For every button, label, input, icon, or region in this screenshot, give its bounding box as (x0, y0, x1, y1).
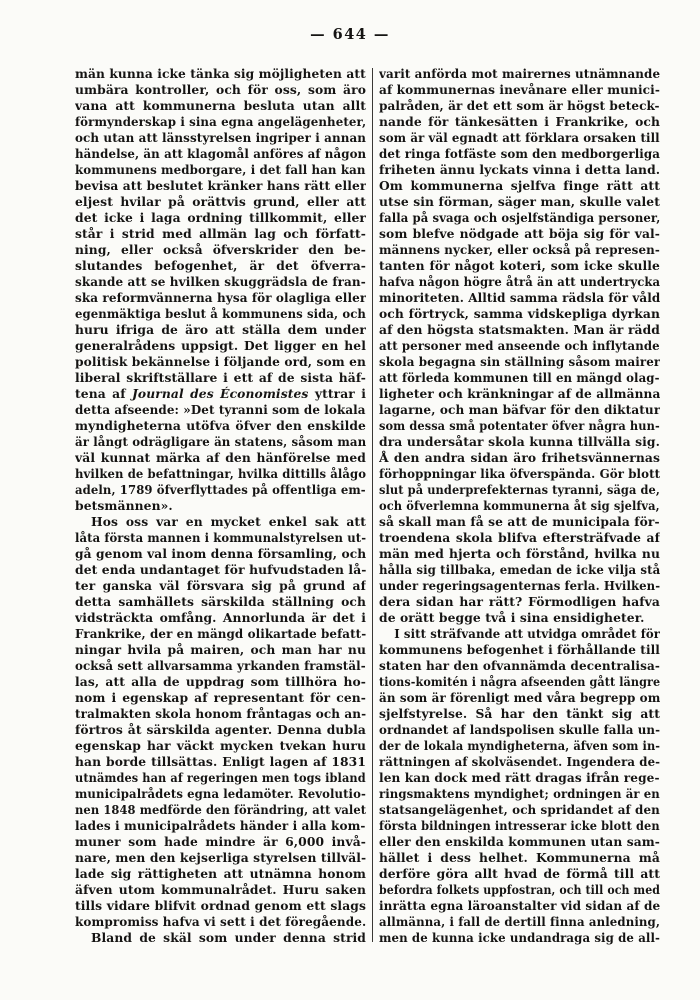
text-segment: förtros åt särskilda agenter. Denna dubla (75, 722, 366, 737)
text-segment: liberal skriftställare i ett af de sista häf- (75, 370, 366, 385)
text-segment: låta första mannen i kommunalstyrelsen ut- (75, 530, 366, 545)
text-segment: det ringa fotfäste som den medborgerliga (379, 146, 660, 161)
text-segment: hafva någon högre åtrå än att undertrycka (379, 274, 660, 289)
text-line (75, 178, 364, 194)
text-line (75, 674, 366, 690)
text-line (75, 610, 366, 626)
text-line (379, 354, 660, 370)
text-segment: yttrar i (308, 386, 366, 401)
column-divider-rule (372, 68, 373, 942)
text-segment: friheten ännu lyckats vinna i detta land. (379, 162, 660, 177)
text-segment: af den högsta statsmakten. Man är rädd (379, 322, 660, 337)
text-line (379, 850, 660, 866)
text-segment: skola begagna sin ställning såsom mairer (379, 354, 660, 369)
text-segment: ordnandet af landspolisen skulle falla un- (379, 722, 660, 737)
text-segment: ning, eller också öfverskrider den be- (75, 242, 366, 257)
paragraph (75, 930, 366, 946)
text-line (75, 162, 366, 178)
text-line (75, 850, 366, 866)
text-segment: politisk bekännelse i följande ord, som en (75, 354, 366, 369)
page-number: — 644 — (310, 26, 390, 43)
text-segment: ningar hvila på mairen, och man har nu (75, 642, 366, 657)
text-segment: men de kunna icke undandraga sig de all- (379, 930, 660, 945)
italic-text: Journal des Économistes (132, 386, 309, 401)
text-line (75, 194, 366, 210)
text-segment: att förleda kommunen till en mängd olag- (379, 370, 660, 385)
text-line (75, 898, 366, 914)
text-line (75, 258, 366, 274)
text-segment: dera sidan har rätt? Förmodligen hafva (379, 594, 660, 609)
text-line (379, 322, 660, 338)
text-segment: I sitt sträfvande att utvidga området för (394, 626, 660, 641)
text-segment: än som är förenligt med våra begrepp om (379, 690, 660, 705)
text-segment: detta afseende: »Det tyranni som de lokala (75, 402, 366, 417)
text-segment: ter ganska väl försvara sig på grund af (75, 578, 366, 593)
text-segment: män kunna icke tänka sig möjligheten att (75, 66, 366, 81)
text-segment: också sett allvarsamma yrkanden framstäl- (75, 658, 366, 673)
text-line (75, 82, 366, 98)
text-line (379, 914, 660, 930)
text-segment: eljest hvilar på orättvis grund, eller att (75, 194, 366, 209)
text-line (75, 322, 366, 338)
text-segment: kompromiss hafva vi sett i det föregående. (75, 914, 366, 929)
paragraph (379, 66, 660, 626)
text-segment: detta samhällets särskilda ställning och (75, 594, 366, 609)
text-line (379, 610, 660, 626)
text-line (75, 882, 366, 898)
text-segment: len kan dock med rätt dragas ifrån rege- (379, 770, 660, 785)
text-segment: och öfverlemna kommunerna åt sig sjelfva, (379, 498, 660, 513)
text-line (379, 114, 660, 130)
text-segment: huru ifriga de äro att ställa dem under (75, 322, 366, 337)
text-line (379, 866, 660, 882)
text-line (75, 450, 366, 466)
text-line (379, 786, 660, 802)
text-segment: förhoppningar lika öfverspända. Gör blott (379, 466, 660, 481)
text-segment: allmänna, i fall de dertill finna anledning, (379, 914, 660, 929)
text-line (379, 274, 660, 290)
text-line (75, 770, 366, 786)
text-segment: det enda undantaget för hufvudstaden lå- (75, 562, 366, 577)
text-line (75, 482, 366, 498)
text-segment: skande att se hvilken skuggrädsla de fran- (75, 274, 366, 289)
text-segment: dra undersåtar skola kunna tillvälla sig. (379, 434, 660, 449)
text-column-right (379, 66, 660, 946)
text-line (75, 466, 366, 482)
text-segment: Å den andra sidan äro frihetsvännernas (379, 450, 660, 465)
text-line (75, 930, 366, 946)
text-segment: under regeringsagenternas ferla. Hvilken- (379, 578, 660, 593)
text-line (379, 226, 660, 242)
text-segment: der de lokala myndigheterna, äfven som in- (379, 738, 660, 753)
text-segment: står i strid med allmän lag och författ- (75, 226, 366, 241)
text-line (75, 290, 366, 306)
text-line (379, 146, 660, 162)
text-segment: falla på svaga och osjelfständiga personer, (379, 210, 660, 225)
text-segment: generalrådens uppsigt. Det ligger en hel (75, 338, 366, 353)
text-line (75, 498, 366, 514)
text-segment: Bland de skäl som under denna strid (91, 930, 366, 945)
text-line (75, 66, 364, 82)
text-segment: slut på underprefekternas tyranni, säga de, (379, 482, 660, 497)
text-segment: det icke i laga ordning tillkommit, eller (75, 210, 366, 225)
text-line (75, 354, 364, 370)
text-line (75, 818, 366, 834)
text-segment: som är väl egnadt att förklara orsaken till (379, 130, 660, 145)
text-line (379, 290, 660, 306)
text-segment: minoriteten. Alltid samma rädsla för våld (379, 290, 660, 305)
text-line (379, 578, 660, 594)
text-segment: väl kunnat märka af den hänförelse med (75, 450, 366, 465)
text-line (379, 642, 660, 658)
text-segment: kommunens medborgare, i det fall han kan (75, 162, 366, 177)
text-segment: vidsträckta omfång. Annorlunda är det i (75, 610, 366, 625)
text-segment: förmynderskap i sina egna angelägenheter, (75, 114, 366, 129)
text-segment: umbära kontroller, och för oss, som äro (75, 82, 366, 97)
text-line (75, 434, 366, 450)
text-line (379, 370, 660, 386)
text-line (379, 546, 660, 562)
text-segment: att personer med anseende och inflytande (379, 338, 660, 353)
text-segment: myndigheterna utöfva öfver den enskilde (75, 418, 366, 433)
text-line (75, 738, 366, 754)
text-segment: muner som hade mindre är 6,000 invå- (75, 834, 366, 849)
text-line (379, 722, 660, 738)
text-line (75, 690, 366, 706)
text-line (379, 562, 660, 578)
text-segment: händelse, än att klagomål anföres af någon (75, 146, 366, 161)
text-segment: ligheter och kränkningar af de allmänna (379, 386, 660, 401)
text-segment: männens nycker, eller också på represen- (379, 242, 660, 257)
text-line (379, 162, 660, 178)
text-line (75, 578, 366, 594)
text-line (75, 562, 366, 578)
paragraph (75, 514, 366, 930)
text-segment: och utan att länsstyrelsen ingriper i annan (75, 130, 366, 145)
text-line (379, 658, 660, 674)
text-segment: staten har den ofvannämda decentralisa- (379, 658, 660, 673)
text-segment: som dessa små potentater öfver några hun- (379, 418, 660, 433)
text-segment: nom i egenskap af representant för cen- (75, 690, 366, 705)
text-line (379, 770, 660, 786)
text-line (75, 226, 366, 242)
text-line (379, 210, 660, 226)
text-segment: af kommunernas inevånare eller munici- (379, 82, 660, 97)
text-line (379, 242, 660, 258)
text-segment: nen 1848 medförde den förändring, att valet (75, 802, 366, 817)
text-line (75, 658, 366, 674)
text-segment: municipalrådets egna ledamöter. Revolutio- (75, 786, 366, 801)
text-segment: och förtryck, samma vidskepliga dyrkan (379, 306, 660, 321)
text-segment: hället i dess helhet. Kommunerna må (379, 850, 660, 865)
text-segment: statsangelägenhet, och spridandet af den (379, 802, 660, 817)
text-line (75, 306, 366, 322)
text-segment: vana att kommunerna besluta utan allt (75, 98, 366, 113)
text-line (75, 338, 366, 354)
text-line (379, 802, 660, 818)
text-line (379, 306, 660, 322)
text-segment: sjelfstyrelse. Så har den tänkt sig att (379, 706, 660, 721)
text-line (75, 914, 366, 930)
text-segment: tralmakten skola honom fråntagas och an- (75, 706, 366, 721)
text-line (379, 594, 660, 610)
text-line (75, 626, 366, 642)
text-segment: bevisa att beslutet kränker hans rätt eller (75, 178, 366, 193)
text-line (75, 210, 366, 226)
text-column-left (75, 66, 366, 946)
text-segment: palråden, är det ett som är högst beteck- (379, 98, 660, 113)
text-line (75, 594, 366, 610)
text-segment: las, att alla de uppdrag som tillhöra ho- (75, 674, 366, 689)
text-segment: som blefve nödgade att böja sig för val- (379, 226, 660, 241)
text-line (379, 466, 660, 482)
text-segment: varit anförda mot mairernes utnämnande (379, 66, 660, 81)
text-line (75, 370, 366, 386)
text-segment: Frankrike, der en mängd olikartade befatt- (75, 626, 366, 641)
text-line (75, 786, 366, 802)
text-line (379, 930, 660, 946)
text-line (75, 706, 366, 722)
text-line (75, 530, 366, 546)
text-segment: derföre göra allt hvad de förmå till att (379, 866, 660, 881)
text-segment: hålla sig tillbaka, emedan de icke vilja stå (379, 562, 660, 577)
text-segment: är långt odrägligare än statens, såsom man (75, 434, 366, 449)
paragraph (379, 626, 660, 946)
text-segment: tanten för något koteri, som icke skulle (379, 258, 660, 273)
text-line (379, 882, 660, 898)
text-line (379, 738, 660, 754)
text-line (379, 386, 660, 402)
text-segment: lade sig rättigheten att utnämna honom (75, 866, 366, 881)
text-line (379, 754, 660, 770)
two-column-text-block (75, 66, 660, 946)
text-line (379, 82, 660, 98)
text-segment: egenskap har väckt mycken tvekan huru (75, 738, 366, 753)
text-segment: lades i municipalrådets händer i alla kom- (75, 818, 366, 833)
text-segment: tions-komitén i några afseenden gått längre (379, 674, 660, 689)
text-line (75, 722, 366, 738)
text-line (75, 386, 366, 402)
paragraph (75, 66, 366, 514)
text-segment: adeln, 1789 öfverflyttades på offentliga em- (75, 482, 366, 497)
text-segment: äfven utom kommunalrådet. Huru saken (75, 882, 366, 897)
text-line (75, 546, 364, 562)
text-line (75, 802, 366, 818)
text-line (379, 514, 659, 530)
text-segment: troendena skola blifva eftersträfvade af (379, 530, 660, 545)
text-line (379, 898, 660, 914)
text-segment: rättningen af skolväsendet. Ingendera de- (379, 754, 660, 769)
text-line (75, 402, 366, 418)
text-line (75, 866, 366, 882)
text-segment: utse sin förman, säger man, skulle valet (379, 194, 660, 209)
text-segment: tills vidare blifvit ordnad genom ett slags (75, 898, 366, 913)
text-line (379, 818, 660, 834)
text-line (379, 98, 660, 114)
text-line (379, 530, 660, 546)
text-line (379, 498, 660, 514)
text-line (379, 674, 660, 690)
text-segment: tena af (75, 386, 133, 401)
text-segment: lagarne, och man bäfvar för den diktatur (379, 402, 660, 417)
text-segment: utnämdes han af regeringen men togs ibland (75, 770, 366, 785)
text-line (379, 690, 660, 706)
text-segment: befordra folkets uppfostran, och till och med (379, 882, 660, 897)
text-line (75, 98, 366, 114)
text-line (379, 258, 660, 274)
text-segment: egenmäktiga beslut å kommunens sida, och (75, 306, 366, 321)
text-segment: nare, men den kejserliga styrelsen tillväl- (75, 850, 366, 865)
text-segment: slutandes befogenhet, är det öfverra- (75, 258, 366, 273)
text-segment: han borde tillsättas. Enligt lagen af 1831 (75, 754, 366, 769)
text-segment: ska reformvännerna hysa för olagliga eller (75, 290, 366, 305)
text-segment: hvilken de befattningar, hvilka dittills ålågo (75, 466, 366, 481)
text-line (75, 130, 366, 146)
text-line (379, 194, 660, 210)
text-line (379, 626, 660, 642)
text-segment: de orätt begge två i sina ensidigheter. (379, 610, 645, 625)
text-line (379, 434, 660, 450)
text-line (75, 514, 366, 530)
text-line (75, 642, 366, 658)
text-segment: gå genom val inom denna församling, och (75, 546, 366, 561)
text-line (379, 482, 660, 498)
text-segment: betsmännen». (75, 498, 173, 513)
text-segment: nande för tänkesätten i Frankrike, och (379, 114, 660, 129)
text-segment: inrätta egna läroanstalter vid sidan af de (379, 898, 660, 913)
text-segment: Hos oss var en mycket enkel sak att (91, 514, 366, 529)
text-line (379, 130, 660, 146)
text-segment: ringsmaktens myndighet; ordningen är en (379, 786, 660, 801)
text-line (379, 338, 660, 354)
text-line (75, 274, 366, 290)
text-segment: eller den enskilda kommunen utan sam- (379, 834, 660, 849)
text-line (75, 146, 366, 162)
text-segment: män med hjerta och förstånd, hvilka nu (379, 546, 660, 561)
text-segment: Om kommunerna sjelfva finge rätt att (379, 178, 660, 193)
text-line (75, 242, 366, 258)
text-line (75, 418, 366, 434)
text-line (379, 418, 660, 434)
text-line (379, 66, 660, 82)
text-segment: så skall man få se att de municipala för- (379, 514, 660, 529)
text-line (379, 706, 660, 722)
text-line (379, 178, 660, 194)
text-segment: första bildningen intresserar icke blott den (379, 818, 660, 833)
text-line (75, 834, 366, 850)
text-line (379, 834, 659, 850)
text-line (379, 402, 660, 418)
text-segment: kommunens befogenhet i förhållande till (379, 642, 660, 657)
text-line (379, 450, 660, 466)
text-line (75, 754, 366, 770)
text-line (75, 114, 366, 130)
